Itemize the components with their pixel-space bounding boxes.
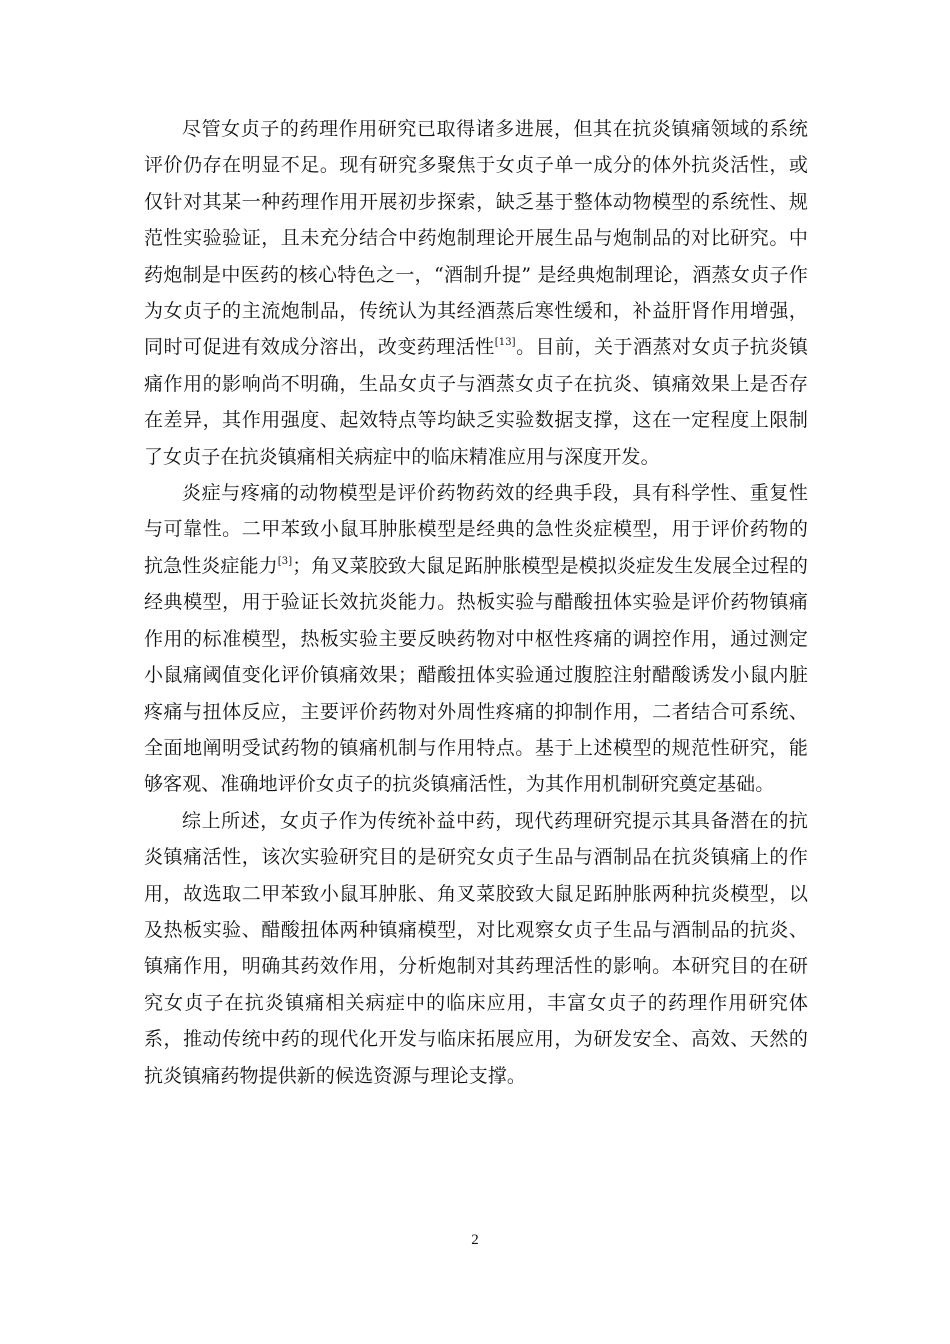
paragraph-2 [144, 475, 808, 803]
paragraph-1-text: 尽管女贞子的药理作用研究已取得诸多进展，但其在抗炎镇痛领域的系统评价仍存在明显不足。现有研究多聚焦于女贞子单一成分的体外抗炎活性，或仅针对其某一种药理作用开展初步探索，缺乏基于整体动物模型的系统性、规范性实验验证，且未充分结合中药炮制理论开展生品与炮制品的对比研究。中药炮制是中医药的核心特色之一，“酒制升提” 是经典炮制理论，酒蒸女贞子作为女贞子的主流炮制品，传统认为其经酒蒸后寒性缓和，补益肝肾作用增强，同时可促进有效成分溶出，改变药理活性 [144, 118, 808, 359]
paragraph-3-text: 综上所述，女贞子作为传统补益中药，现代药理研究提示其具备潜在的抗炎镇痛活性，该次实验研究目的是研究女贞子生品与酒制品在抗炎镇痛上的作用，故选取二甲苯致小鼠耳肿胀、角叉菜胶致大鼠足跖肿胀两种抗炎模型，以及热板实验、醋酸扭体两种镇痛模型，对比观察女贞子生品与酒制品的抗炎、镇痛作用，明确其药效作用，分析炮制对其药理活性的影响。本研究目的在研究女贞子在抗炎镇痛相关病症中的临床应用，丰富女贞子的药理作用研究体系，推动传统中药的现代化开发与临床拓展应用，为研发安全、高效、天然的抗炎镇痛药物提供新的候选资源与理论支撑。 [144, 809, 808, 1087]
paragraph-3 [144, 803, 808, 1094]
citation-3: [3] [277, 555, 293, 567]
citation-13: [13] [494, 337, 516, 349]
paragraph-1 [144, 111, 808, 475]
paragraph-1-text-cont: 。目前，关于酒蒸对女贞子抗炎镇痛作用的影响尚不明确，生品女贞子与酒蒸女贞子在抗炎、镇痛效果上是否存在差异，其作用强度、起效特点等均缺乏实验数据支撑，这在一定程度上限制了女贞子在抗炎镇痛相关病症中的临床精准应用与深度开发。 [144, 336, 808, 468]
body-text [144, 111, 808, 1094]
page-number: 2 [471, 1232, 479, 1248]
paragraph-2-text: 炎症与疼痛的动物模型是评价药物药效的经典手段，具有科学性、重复性与可靠性。二甲苯致小鼠耳肿胀模型是经典的急性炎症模型，用于评价药物的抗急性炎症能力 [144, 482, 808, 577]
paragraph-2-text-cont: ；角叉菜胶致大鼠足跖肿胀模型是模拟炎症发生发展全过程的经典模型，用于验证长效抗炎能力。热板实验与醋酸扭体实验是评价药物镇痛作用的标准模型，热板实验主要反映药物对中枢性疼痛的调控作用，通过测定小鼠痛阈值变化评价镇痛效果；醋酸扭体实验通过腹腔注射醋酸诱发小鼠内脏疼痛与扭体反应，主要评价药物对外周性疼痛的抑制作用，二者结合可系统、全面地阐明受试药物的镇痛机制与作用特点。基于上述模型的规范性研究，能够客观、准确地评价女贞子的抗炎镇痛活性，为其作用机制研究奠定基础。 [144, 554, 809, 796]
